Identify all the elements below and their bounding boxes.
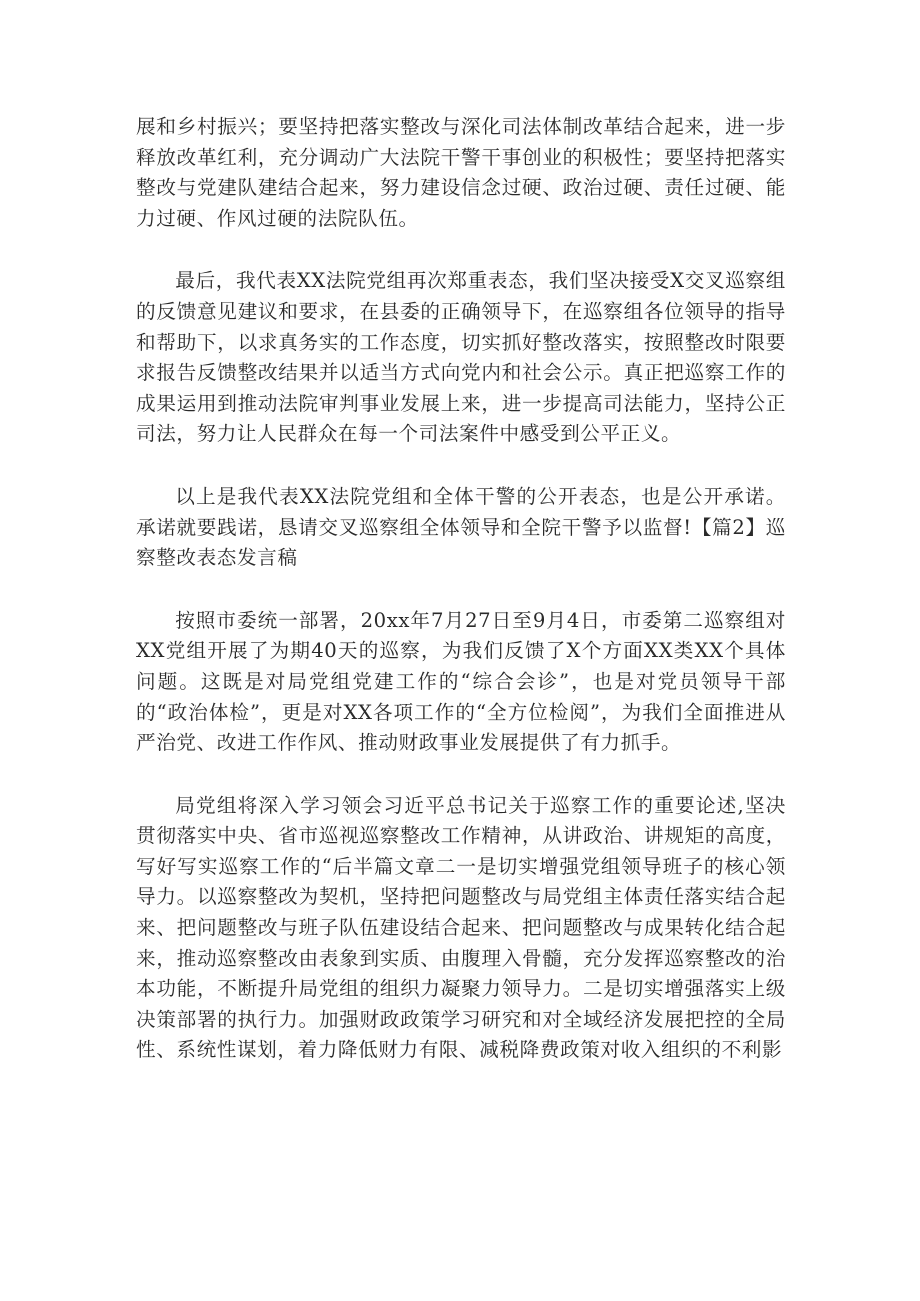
paragraph-public-commitment: 以上是我代表XX法院党组和全体干警的公开表态，也是公开承诺。承诺就要践诺，恳请交叉巡察组全体领导和全院干警予以监督!【篇2】巡察整改表态发言稿 <box>136 484 786 570</box>
paragraph-inspection-arrangement: 按照市委统一部署，20xx年7月27日至9月4日，市委第二巡察组对XX党组开展了为期40天的巡察，为我们反馈了X个方面XX类XX个具体问题。这既是对局党组党建工作的“综合会诊”，也是对党员领导干部的“政治体检”，更是对XX各项工作的“全方位检阅”，为我们全面推进从严治党、改进工作作风、推动财政事业发展提供了有力抓手。 <box>136 608 786 755</box>
paragraph-rectification-measures: 局党组将深入学习领会习近平总书记关于巡察工作的重要论述,坚决贯彻落实中央、省市巡视巡察整改工作精神，从讲政治、讲规矩的高度，写好写实巡察工作的“后半篇文章二一是切实增强党组领导班子的核心领导力。以巡察整改为契机，坚持把问题整改与局党组主体责任落实结合起来、把问题整改与班子队伍建设结合起来、把问题整改与成果转化结合起来，推动巡察整改由表象到实质、由腹理入骨髓，充分发挥巡察整改的治本功能，不断提升局党组的组织力凝聚力领导力。二是切实增强落实上级决策部署的执行力。加强财政政策学习研究和对全域经济发展把控的全局性、系统性谋划，着力降低财力有限、减税降费政策对收入组织的不利影 <box>136 793 786 1062</box>
paragraph-gap <box>136 759 786 791</box>
paragraph-continuation: 展和乡村振兴；要坚持把落实整改与深化司法体制改革结合起来，进一步释放改革红利，充分调动广大法院干警干事创业的积极性；要坚持把落实整改与党建队建结合起来，努力建设信念过硬、政治过硬、责任过硬、能力过硬、作风过硬的法院队伍。 <box>136 115 786 230</box>
paragraph-closing-statement: 最后，我代表XX法院党组再次郑重表态，我们坚决接受X交叉巡察组的反馈意见建议和要求，在县委的正确领导下，在巡察组各位领导的指导和帮助下，以求真务实的工作态度，切实抓好整改落实，按照整改时限要求报告反馈整改结果并以适当方式向党内和社会公示。真正把巡察工作的成果运用到推动法院审判事业发展上来，进一步提高司法能力，坚持公正司法，努力让人民群众在每一个司法案件中感受到公平正义。 <box>136 269 786 446</box>
page-bottom-margin <box>0 1212 920 1301</box>
paragraph-gap <box>136 574 786 606</box>
document-body <box>136 112 786 1066</box>
paragraph-gap <box>136 450 786 482</box>
paragraph-gap <box>136 234 786 266</box>
